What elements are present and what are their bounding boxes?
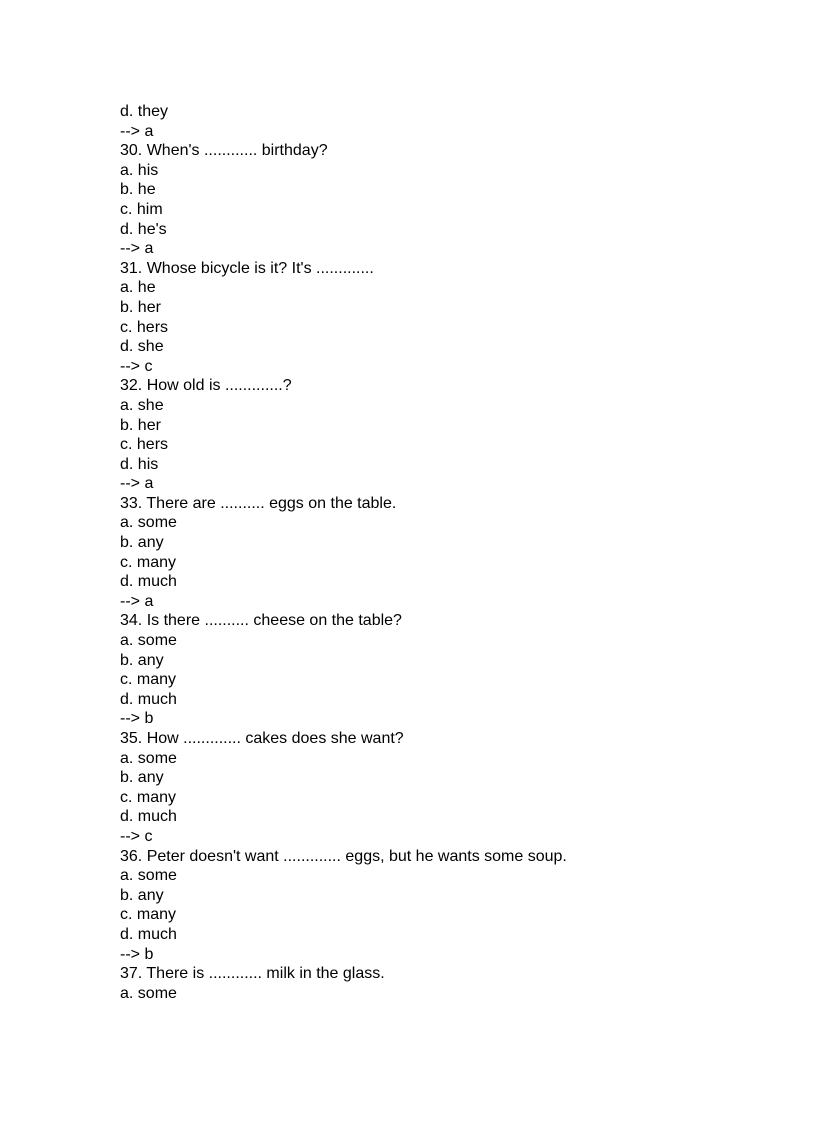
answer-option: c. many [120,671,177,689]
answer-option: d. he's [120,220,167,238]
document-body [120,102,770,1003]
question-36: 36. Peter doesn't want ............. eggs, but he wants some soup. [120,847,567,865]
question-34: 34. Is there .......... cheese on the table? [120,612,402,630]
question-32: 32. How old is .............? [120,377,292,395]
answer-option: a. some [120,514,177,532]
answer-option: c. hers [120,436,169,454]
answer-option: a. she [120,396,164,414]
answer-option: a. his [120,161,159,179]
answer-option: b. any [120,886,164,904]
answer-option: c. many [120,788,177,806]
answer-key: --> a [120,240,154,258]
answer-key: --> a [120,122,154,140]
answer-option: d. she [120,338,164,356]
answer-key: --> c [120,357,153,375]
question-35: 35. How ............. cakes does she want? [120,730,404,747]
answer-option: b. any [120,534,164,552]
answer-option: b. her [120,416,161,434]
answer-key: --> a [120,592,154,610]
answer-option: a. some [120,749,177,767]
answer-key: --> a [120,475,154,493]
answer-option: c. him [120,200,163,218]
answer-key: --> b [120,710,154,728]
answer-option: d. they [120,103,169,120]
answer-option: b. her [120,298,161,316]
answer-option: a. he [120,279,156,297]
answer-key: --> b [120,945,154,963]
question-37: 37. There is ............ milk in the glass. [120,965,385,983]
answer-option: b. any [120,651,164,669]
answer-key: --> c [120,827,153,845]
answer-option: c. many [120,906,177,924]
answer-option: c. many [120,553,177,571]
answer-option: a. some [120,984,177,1002]
question-31: 31. Whose bicycle is it? It's ............. [120,259,374,277]
answer-option: b. he [120,181,156,199]
answer-option: a. some [120,632,177,650]
answer-option: d. his [120,455,159,473]
question-33: 33. There are .......... eggs on the table. [120,494,397,512]
answer-option: a. some [120,867,177,885]
answer-option: c. hers [120,318,169,336]
answer-option: d. much [120,808,177,826]
answer-option: d. much [120,690,177,708]
question-30: 30. When's ............ birthday? [120,142,328,160]
answer-option: d. much [120,925,177,943]
answer-option: b. any [120,769,164,787]
answer-option: d. much [120,573,177,591]
